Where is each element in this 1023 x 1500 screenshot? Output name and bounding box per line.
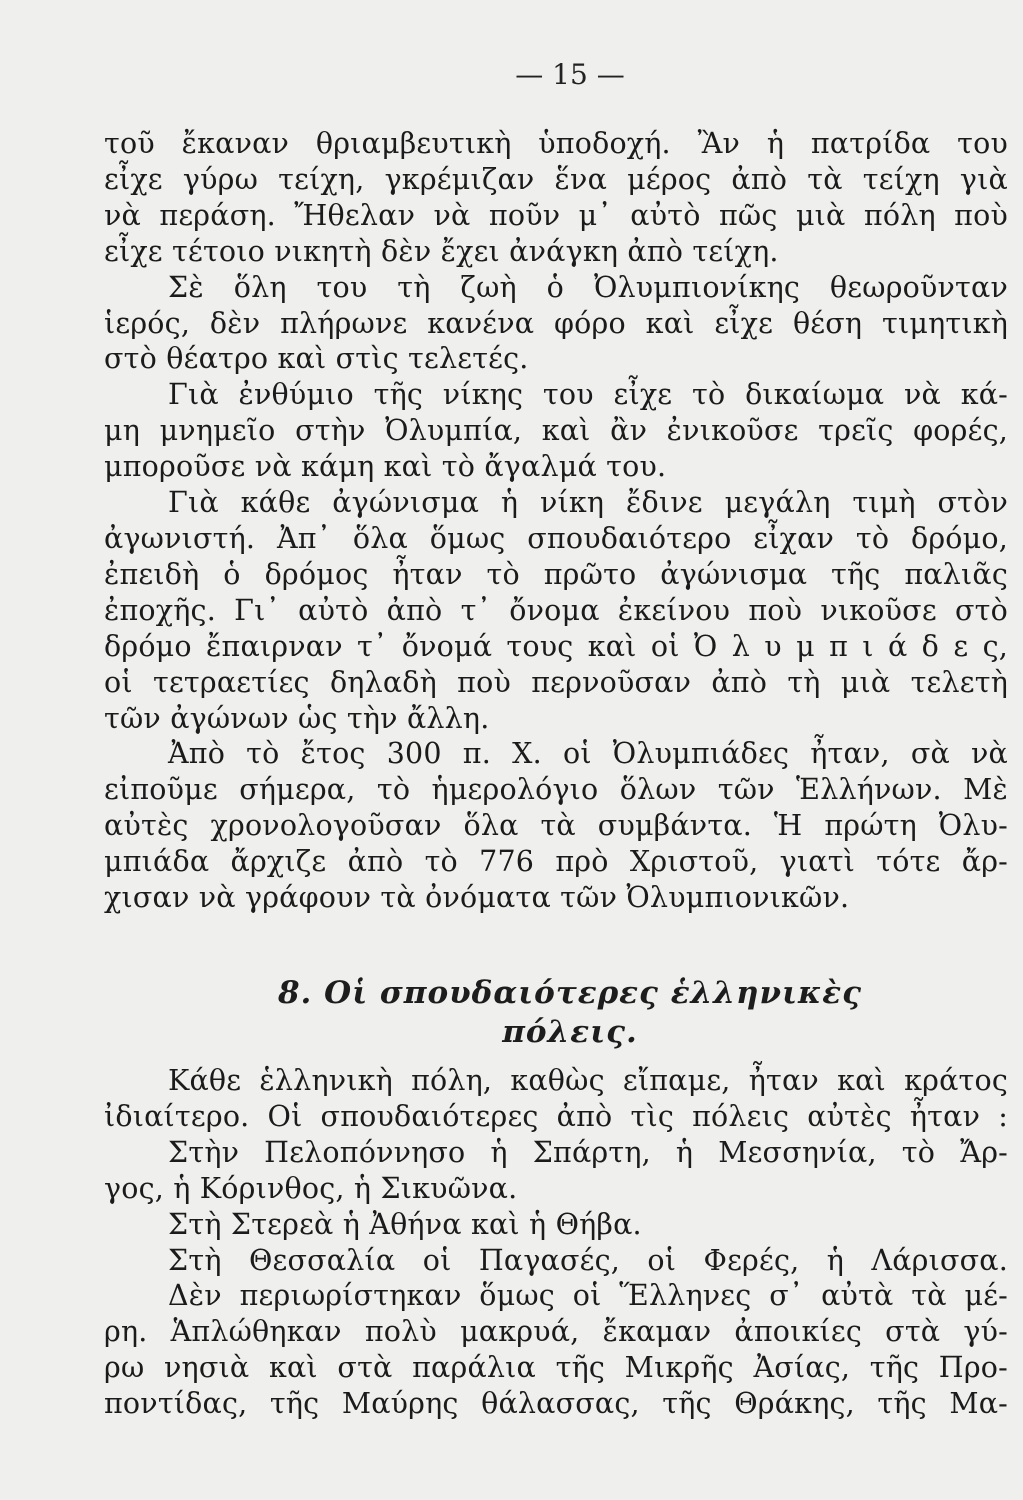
- text-line: Δὲν περιωρίστηκαν ὅμως οἱ Ἕλληνες σ᾽ αὐτὰ τὰ μέ-: [168, 1279, 1008, 1313]
- text-line: ἰδιαίτερο. Οἱ σπουδαιότερες ἀπὸ τὶς πόλεις αὐτὲς ἦταν :: [104, 1099, 1008, 1133]
- text-line: αὐτὲς χρονολογοῦσαν ὅλα τὰ συμβάντα. Ἡ πρώτη Ὀλυ-: [104, 809, 1008, 843]
- text-line: οἱ τετραετίες δηλαδὴ ποὺ περνοῦσαν ἀπὸ τὴ μιὰ τελετὴ: [104, 665, 1008, 699]
- text-line: στὸ θέατρο καὶ στὶς τελετές.: [104, 342, 529, 376]
- text-line: μπιάδα ἄρχιζε ἀπὸ τὸ 776 πρὸ Χριστοῦ, γιατὶ τότε ἄρ-: [104, 845, 1008, 879]
- text-line: ἱερός, δὲν πλήρωνε κανένα φόρο καὶ εἶχε θέση τιμητικὴ: [104, 306, 1008, 340]
- text-line: Ἀπὸ τὸ ἔτος 300 π. Χ. οἱ Ὀλυμπιάδες ἦταν, σὰ νὰ: [168, 737, 1008, 771]
- text-line: μη μνημεῖο στὴν Ὀλυμπία, καὶ ἂν ἐνικοῦσε τρεῖς φορές,: [104, 414, 1008, 448]
- text-line: ρω νησιὰ καὶ στὰ παράλια τῆς Μικρῆς Ἀσίας, τῆς Προ-: [104, 1351, 1008, 1385]
- text-line: Στὴν Πελοπόννησο ἡ Σπάρτη, ἡ Μεσσηνία, τὸ Ἄρ-: [168, 1135, 1008, 1169]
- text-line: ποντίδας, τῆς Μαύρης θάλασσας, τῆς Θράκης, τῆς Μα-: [104, 1387, 1008, 1421]
- section-heading: 8. Οἱ σπουδαιότερες ἑλληνικὲς: [277, 975, 863, 1011]
- page-number: — 15 —: [515, 58, 625, 91]
- text-line: εἶχε τέτοιο νικητὴ δὲν ἔχει ἀνάγκη ἀπὸ τείχη.: [104, 234, 779, 268]
- section-heading-continuation: πόλεις.: [502, 1014, 638, 1050]
- text-line: τῶν ἀγώνων ὡς τὴν ἄλλη.: [104, 701, 490, 735]
- text-line: ἐπειδὴ ὁ δρόμος ἦταν τὸ πρῶτο ἀγώνισμα τῆς παλιᾶς: [104, 557, 1008, 591]
- text-line: χισαν νὰ γράφουν τὰ ὀνόματα τῶν Ὀλυμπιονικῶν.: [104, 881, 850, 915]
- text-line: Στὴ Στερεὰ ἡ Ἀθήνα καὶ ἡ Θήβα.: [168, 1207, 642, 1241]
- text-line: Γιὰ κάθε ἀγώνισμα ἡ νίκη ἔδινε μεγάλη τιμὴ στὸν: [168, 486, 1008, 520]
- text-line: εἶχε γύρω τείχη, γκρέμιζαν ἕνα μέρος ἀπὸ τὰ τείχη γιὰ: [104, 162, 1008, 196]
- text-line: Κάθε ἑλληνικὴ πόλη, καθὼς εἴπαμε, ἦταν καὶ κράτος: [168, 1064, 1008, 1097]
- text-line: Σὲ ὅλη του τὴ ζωὴ ὁ Ὀλυμπιονίκης θεωροῦνταν: [168, 270, 1008, 304]
- text-line: ἀγωνιστή. Ἀπ᾽ ὅλα ὅμως σπουδαιότερο εἶχαν τὸ δρόμο,: [104, 521, 1008, 555]
- body-text-section-2: [104, 1063, 1008, 1422]
- text-line: νὰ περάση. Ἤθελαν νὰ ποῦν μ᾽ αὐτὸ πῶς μιὰ πόλη ποὺ: [104, 198, 1008, 232]
- text-line: ρη. Ἁπλώθηκαν πολὺ μακρυά, ἔκαμαν ἀποικίες στὰ γύ-: [104, 1315, 1008, 1349]
- text-line: Γιὰ ἐνθύμιο τῆς νίκης του εἶχε τὸ δικαίωμα νὰ κά-: [168, 378, 1008, 412]
- text-line: δρόμο ἔπαιρναν τ᾽ ὄνομά τους καὶ οἱ Ὀ λ υ μ π ι ά δ ε ς,: [104, 629, 1008, 663]
- text-line: γος, ἡ Κόρινθος, ἡ Σικυῶνα.: [104, 1171, 518, 1205]
- body-text-section-1: [104, 126, 1008, 916]
- text-line: μποροῦσε νὰ κάμη καὶ τὸ ἄγαλμά του.: [104, 450, 667, 484]
- text-line: εἰποῦμε σήμερα, τὸ ἡμερολόγιο ὅλων τῶν Ἑλλήνων. Μὲ: [104, 773, 1008, 807]
- text-line: Στὴ Θεσσαλία οἱ Παγασές, οἱ Φερές, ἡ Λάρισσα.: [168, 1243, 1008, 1277]
- text-line: ἐποχῆς. Γι᾽ αὐτὸ ἀπὸ τ᾽ ὄνομα ἐκείνου ποὺ νικοῦσε στὸ: [104, 593, 1008, 627]
- text-line: τοῦ ἔκαναν θριαμβευτικὴ ὑποδοχή. Ἂν ἡ πατρίδα του: [104, 127, 1008, 160]
